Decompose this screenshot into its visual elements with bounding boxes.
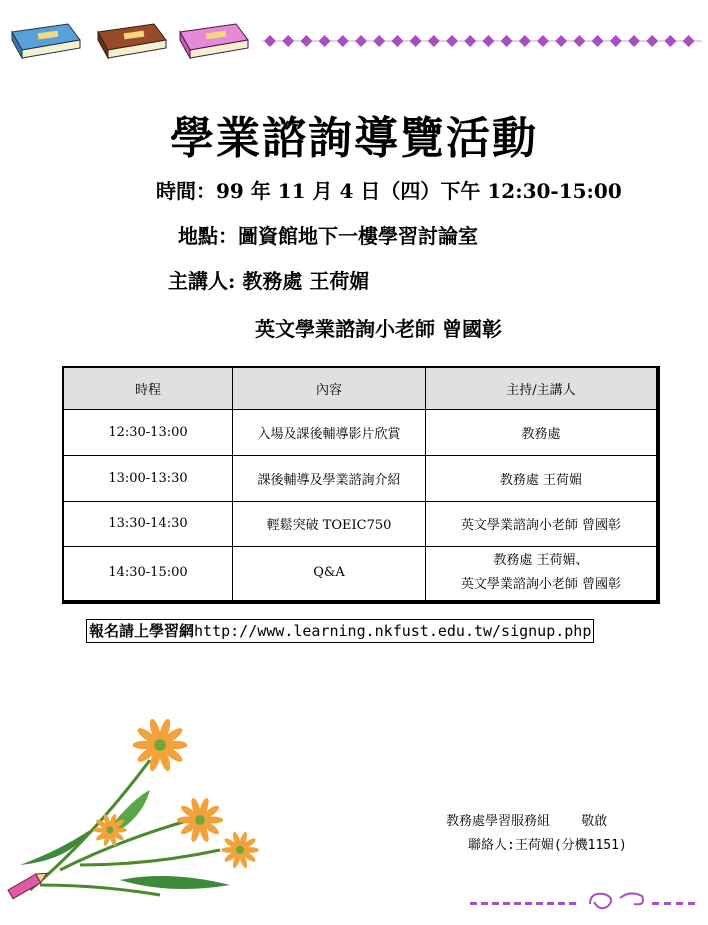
header-host: 主持/主講人 (426, 368, 657, 410)
signup-link[interactable]: http://www.learning.nkfust.edu.tw/signup.php (194, 622, 592, 640)
footer-office: 教務處學習服務組 敬啟 (446, 814, 608, 829)
row-time: 13:00-13:30 (64, 455, 233, 501)
event-speaker-2: 英文學業諮詢小老師 曾國彰 (255, 317, 502, 341)
signup-label: 報名請上學習網 (89, 622, 195, 640)
blue-book-icon (8, 18, 82, 60)
page-title: 學業諮詢導覽活動 (170, 113, 538, 164)
table-header-row (64, 368, 657, 410)
row-time: 12:30-13:00 (64, 410, 233, 455)
row-host-line-2: 英文學業諮詢小老師 曾國彰 (460, 577, 622, 593)
bottom-scroll-decoration (470, 888, 702, 914)
row-time: 13:30-14:30 (64, 502, 233, 546)
event-place: 地點：圖資館地下一樓學習討論室 (178, 224, 478, 248)
flower-decoration-icon (0, 690, 270, 925)
header-content: 內容 (233, 368, 426, 410)
pink-book-icon (176, 18, 250, 60)
row-host: 英文學業諮詢小老師 曾國彰 (426, 502, 657, 546)
signup-box (86, 619, 594, 643)
table-row (64, 455, 657, 501)
table-row (64, 502, 657, 546)
table-row (64, 410, 657, 455)
bead-border-decoration (262, 34, 702, 48)
row-host (426, 546, 657, 601)
row-host: 教務處 王荷媚 (426, 455, 657, 501)
event-time: 時間：99 年 11 月 4 日（四）下午 12:30-15:00 (156, 179, 622, 203)
header-time: 時程 (64, 368, 233, 410)
row-content: 輕鬆突破 TOEIC750 (233, 502, 426, 546)
schedule-table (62, 366, 660, 604)
brown-book-icon (94, 18, 168, 60)
footer-contact: 聯絡人:王荷媚(分機1151) (468, 838, 627, 853)
table-row (64, 546, 657, 601)
row-content: Q&A (233, 546, 426, 601)
row-host-line-1: 教務處 王荷媚、 (493, 553, 589, 569)
row-host: 教務處 (426, 410, 657, 455)
event-speaker: 主講人: 教務處 王荷媚 (168, 269, 370, 293)
row-content: 入場及課後輔導影片欣賞 (233, 410, 426, 455)
row-content: 課後輔導及學業諮詢介紹 (233, 455, 426, 501)
row-time: 14:30-15:00 (64, 546, 233, 601)
